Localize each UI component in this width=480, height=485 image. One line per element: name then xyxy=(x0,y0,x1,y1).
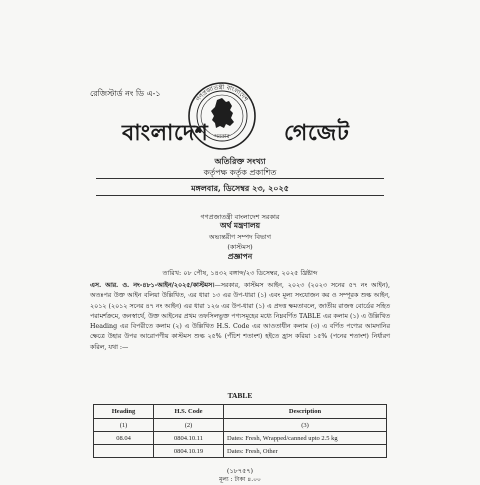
table-cell: Dates: Fresh, Wrapped/canned upto 2.5 kg xyxy=(224,432,387,445)
wing-name: (কাস্টমস) xyxy=(227,243,253,251)
notification-title: প্রজ্ঞাপন xyxy=(227,252,253,261)
table-title: TABLE xyxy=(227,391,253,400)
tariff-table xyxy=(93,404,387,458)
gazette-title-gazette: গেজেট xyxy=(284,120,350,146)
division-name: অভ্যন্তরীণ সম্পদ বিভাগ xyxy=(208,233,272,241)
table-cell xyxy=(94,445,154,458)
seal-outer-text: গণপ্রজাতন্ত্রী বাংলাদেশ xyxy=(194,83,250,103)
table-cell: (3) xyxy=(224,419,387,432)
published-by-label: কর্তৃপক্ষ কর্তৃক প্রকাশিত xyxy=(203,168,277,177)
notification-body xyxy=(90,281,390,353)
price-label: মূল্য : টাকা ৪.০০ xyxy=(219,476,261,483)
page-number: (১৮৭৫৭) xyxy=(226,467,254,475)
table-cell: Dates: Fresh, Other xyxy=(224,445,387,458)
table-header-cell: Description xyxy=(224,405,387,419)
table-cell: 0804.10.11 xyxy=(154,432,224,445)
table-cell: 08.04 xyxy=(94,432,154,445)
table-cell: 0804.10.19 xyxy=(154,445,224,458)
bottom-divider xyxy=(96,195,384,196)
notification-date: তারিখ: ০৮ পৌষ, ১৪৩২ বঙ্গাব্দ/২৩ ডিসেম্বর, ২০২৫ খ্রিষ্টাব্দ xyxy=(162,269,318,277)
government-seal-icon xyxy=(186,80,258,152)
table-cell: (2) xyxy=(154,419,224,432)
publication-date: মঙ্গলবার, ডিসেম্বর ২৩, ২০২৫ xyxy=(191,183,289,193)
table-header-row xyxy=(94,405,387,419)
seal-inner-text: সরকার xyxy=(214,134,230,140)
government-name: গণপ্রজাতন্ত্রী বাংলাদেশ সরকার xyxy=(200,213,280,221)
registration-number: রেজিস্টার্ড নং ডি এ-১ xyxy=(90,89,161,98)
table-header-cell: H.S. Code xyxy=(154,405,224,419)
table-row xyxy=(94,445,387,458)
ministry-name: অর্থ মন্ত্রণালয় xyxy=(219,221,261,230)
table-cell: (1) xyxy=(94,419,154,432)
table-header-cell: Heading xyxy=(94,405,154,419)
notification-text: —সরকার, কাস্টমস আইন, ২০২৩ (২০২৩ সনের ৫৭ নং আইন), অতঃপর উক্ত আইন বলিয়া উল্লিখিত, এর ধারা ১৩ এর উপ-ধারা (১) এবং মূল্য সংযোজন কর ও সম্পূরক শুল্ক আইন, ২০১২ (২০১২ সনের ৪৭ নং আইন) এর ধারা ১২৬ এর উপ-ধারা (১) এ প্রদত্ত ক্ষমতাবলে, জাতীয় রাজস্ব বোর্ডের সহিত পরামর্শক্রমে, জনস্বার্থে, উক্ত আইনের প্রথম তফসিলভুক্ত পণ্যসমূহের মধ্যে নিম্নবর্ণিত TABLE এর কলাম (১) এ উল্লিখিত Heading এর বিপরীতে কলাম (২) এ উল্লিখিত H.S. Code এর আওতাধীন কলাম (৩) এ বর্ণিত পণ্যের আমদানির ক্ষেত্রে উহার উপর আরোপণীয় কাস্টমস শুল্ক ২৫% (পঁচিশ শতাংশ) হইতে হ্রাস করিয়া ১৫% (পনের শতাংশ) নির্ধারণ করিল, যথা :— xyxy=(90,282,390,351)
table-column-number-row xyxy=(94,419,387,432)
gazette-title-bangladesh: বাংলাদেশ xyxy=(122,120,209,146)
table-row xyxy=(94,432,387,445)
extra-issue-label: অতিরিক্ত সংখ্যা xyxy=(214,156,266,166)
top-divider xyxy=(96,178,384,179)
sro-reference: এস. আর. ও. নং-৪৮১-আইন/২০২৫/কাস্টমস। xyxy=(90,282,215,289)
